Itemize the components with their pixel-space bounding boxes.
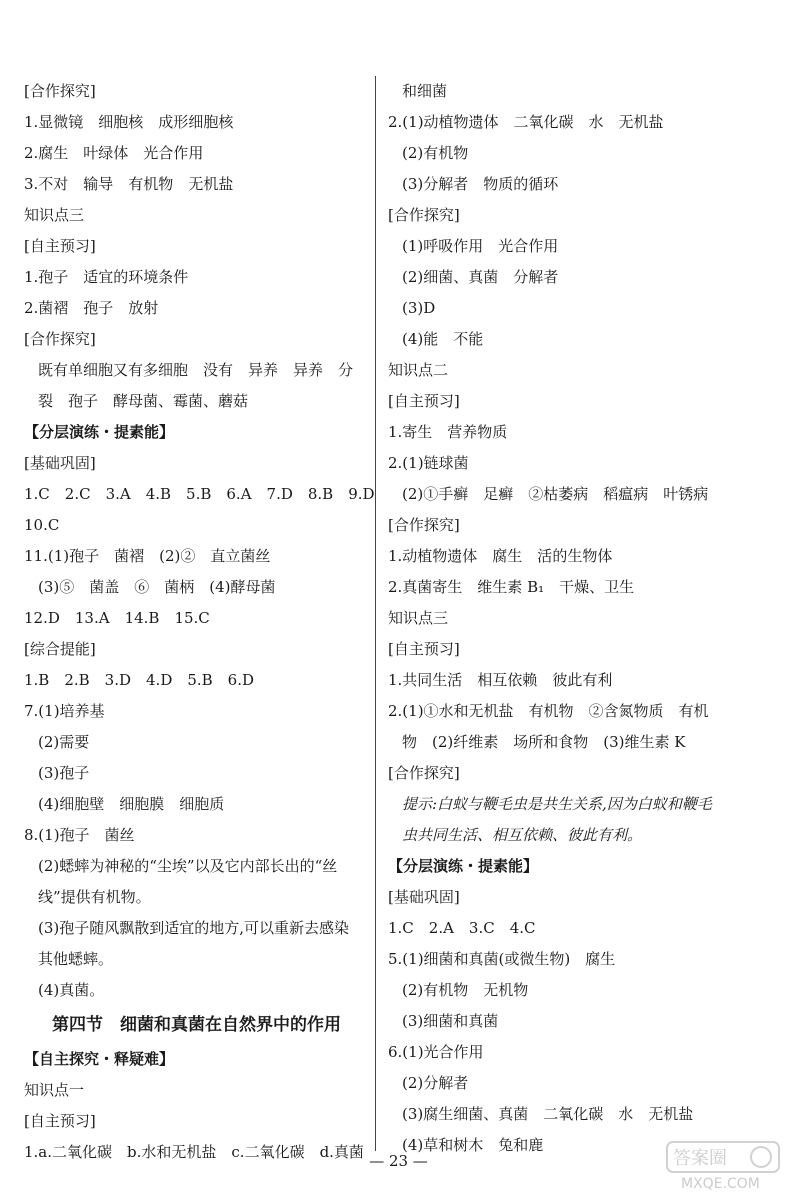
watermark-logo	[663, 1138, 783, 1194]
answer-line: (2)有机物	[402, 144, 469, 162]
answer-line: 既有单细胞又有多细胞 没有 异养 异养 分	[38, 361, 354, 379]
answer-line: 1.共同生活 相互依赖 彼此有利	[388, 671, 613, 689]
answer-line: 知识点三	[24, 206, 85, 224]
column-divider	[375, 76, 376, 1151]
answer-line: 1.显微镜 细胞核 成形细胞核	[24, 113, 234, 131]
answer-line: [自主预习]	[388, 392, 460, 410]
answer-line: (3)孢子	[38, 764, 90, 782]
answer-line: 1.动植物遗体 腐生 活的生物体	[388, 547, 613, 565]
answer-line: 6.(1)光合作用	[388, 1043, 484, 1061]
answer-line: 【分层演练・提素能】	[388, 857, 539, 875]
answer-line: (2)需要	[38, 733, 90, 751]
answer-line: 3.不对 输导 有机物 无机盐	[24, 175, 234, 193]
answer-line: (3)孢子随风飘散到适宜的地方,可以重新去感染	[38, 919, 350, 937]
answer-line: 7.(1)培养基	[24, 702, 105, 720]
answer-line: 1.寄生 营养物质	[388, 423, 508, 441]
answer-line: 11.(1)孢子 菌褶 (2)② 直立菌丝	[24, 547, 271, 565]
answer-line: 1.孢子 适宜的环境条件	[24, 268, 189, 286]
answer-line: (3)细菌和真菌	[402, 1012, 499, 1030]
answer-line: 1.B 2.B 3.D 4.D 5.B 6.D	[24, 671, 255, 689]
answer-line: 【自主探究・释疑难】	[24, 1050, 175, 1068]
answer-line: 线”提供有机物。	[38, 888, 151, 906]
answer-line: (3)分解者 物质的循环	[402, 175, 559, 193]
answer-line: (4)细胞壁 细胞膜 细胞质	[38, 795, 225, 813]
answer-line: 其他蟋蟀。	[38, 950, 114, 968]
answer-line: [合作探究]	[388, 206, 460, 224]
answer-line: 提示:白蚁与鞭毛虫是共生关系,因为白蚁和鞭毛	[402, 795, 712, 813]
left-column	[24, 76, 375, 1168]
answer-line: 10.C	[24, 516, 60, 534]
answer-line: 和细菌	[402, 82, 448, 100]
watermark-domain: MXQE.COM	[681, 1176, 760, 1192]
answer-line: [自主预习]	[24, 237, 96, 255]
answer-line: (1)呼吸作用 光合作用	[402, 237, 559, 255]
answer-line: (3)腐生细菌、真菌 二氧化碳 水 无机盐	[402, 1105, 694, 1123]
answer-line: (3)⑤ 菌盖 ⑥ 菌柄 (4)酵母菌	[38, 578, 276, 596]
answer-line: 12.D 13.A 14.B 15.C	[24, 609, 210, 627]
answer-line: 【分层演练・提素能】	[24, 423, 175, 441]
answer-line: 虫共同生活、相互依赖、彼此有利。	[402, 826, 643, 844]
answer-line: 8.(1)孢子 菌丝	[24, 826, 135, 844]
answer-line: (2)分解者	[402, 1074, 469, 1092]
answer-line: (2)蟋蟀为神秘的“尘埃”以及它内部长出的“丝	[38, 857, 338, 875]
answer-line: 1.C 2.C 3.A 4.B 5.B 6.A 7.D 8.B 9.D	[24, 485, 375, 503]
answer-line: [合作探究]	[388, 516, 460, 534]
answer-line: 裂 孢子 酵母菌、霉菌、蘑菇	[38, 392, 249, 410]
answer-line: 知识点一	[24, 1081, 85, 1099]
answer-line: 2.菌褶 孢子 放射	[24, 299, 159, 317]
answer-line: 2.(1)①水和无机盐 有机物 ②含氮物质 有机	[388, 702, 709, 720]
answer-line: [自主预习]	[388, 640, 460, 658]
answer-line: 2.真菌寄生 维生素 B₁ 干燥、卫生	[388, 578, 635, 596]
answer-line: 2.(1)链球菌	[388, 454, 469, 472]
answer-line: 5.(1)细菌和真菌(或微生物) 腐生	[388, 950, 616, 968]
answer-line: 2.腐生 叶绿体 光合作用	[24, 144, 204, 162]
answer-line: 知识点三	[388, 609, 449, 627]
answer-line: [自主预习]	[24, 1112, 96, 1130]
answer-line: (4)草和树木 兔和鹿	[402, 1136, 544, 1154]
page-number: — 23 —	[369, 1152, 428, 1170]
answer-line: 1.a.二氧化碳 b.水和无机盐 c.二氧化碳 d.真菌	[24, 1143, 364, 1161]
answer-line: [基础巩固]	[24, 454, 96, 472]
answer-line: [合作探究]	[388, 764, 460, 782]
answer-line: 物 (2)纤维素 场所和食物 (3)维生素 K	[402, 733, 686, 751]
answer-line: [基础巩固]	[388, 888, 460, 906]
answer-line: [合作探究]	[24, 82, 96, 100]
section-heading: 第四节 细菌和真菌在自然界中的作用	[52, 1015, 341, 1035]
answer-line: 2.(1)动植物遗体 二氧化碳 水 无机盐	[388, 113, 664, 131]
right-column	[388, 76, 743, 1161]
answer-line: (2)细菌、真菌 分解者	[402, 268, 559, 286]
answer-line: [综合提能]	[24, 640, 96, 658]
answer-line: 1.C 2.A 3.C 4.C	[388, 919, 536, 937]
answer-line: (4)能 不能	[402, 330, 484, 348]
answer-line: (3)D	[402, 299, 436, 317]
watermark-text: 答案圈	[673, 1148, 727, 1169]
answer-line: (4)真菌。	[38, 981, 105, 999]
answer-line: 知识点二	[388, 361, 449, 379]
answer-line: [合作探究]	[24, 330, 96, 348]
answer-line: (2)①手癣 足癣 ②枯萎病 稻瘟病 叶锈病	[402, 485, 709, 503]
answer-line: (2)有机物 无机物	[402, 981, 529, 999]
